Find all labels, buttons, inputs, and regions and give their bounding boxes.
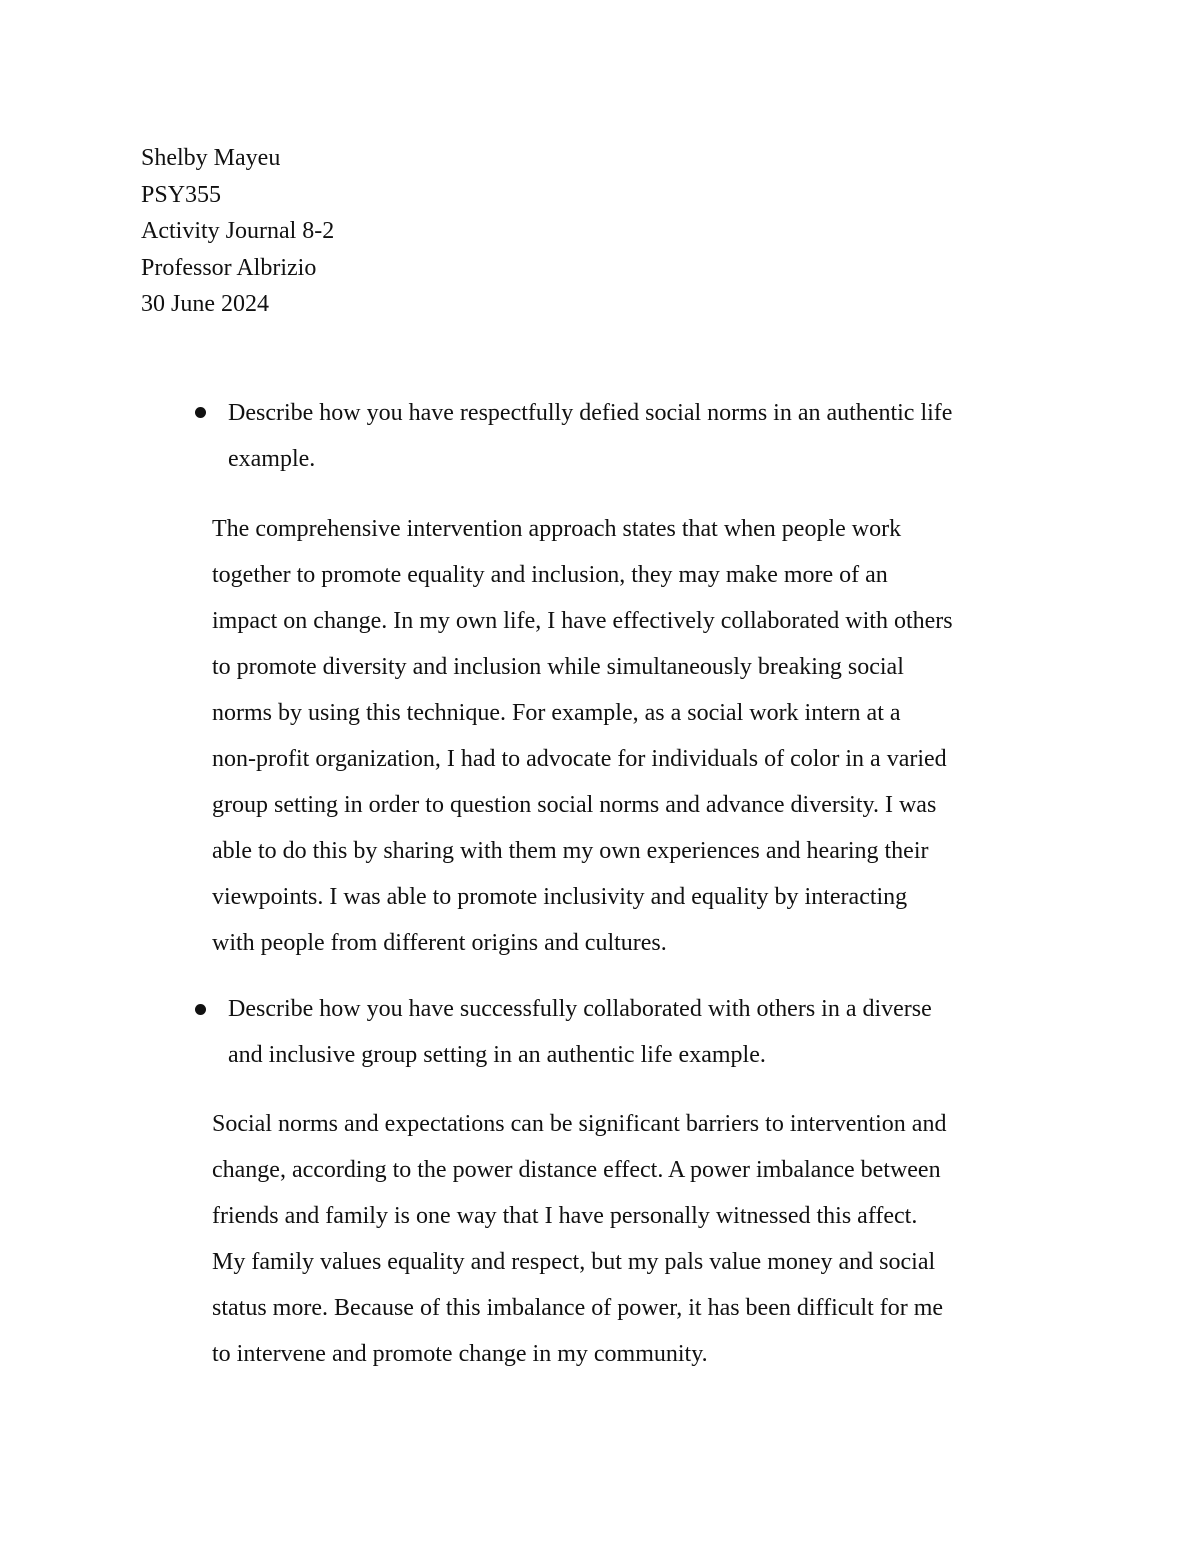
answer-line: friends and family is one way that I have personally witnessed this affect.	[212, 1203, 918, 1229]
answer-line: able to do this by sharing with them my own experiences and hearing their	[212, 838, 929, 864]
question-text	[228, 986, 1088, 1078]
answer-line: Social norms and expectations can be significant barriers to intervention and	[212, 1111, 947, 1137]
bullet-icon	[195, 1004, 206, 1015]
question-text	[228, 390, 1088, 482]
answer-line: viewpoints. I was able to promote inclusivity and equality by interacting	[212, 884, 908, 910]
answer-line: impact on change. In my own life, I have effectively collaborated with others	[212, 608, 953, 634]
answer-line: together to promote equality and inclusion, they may make more of an	[212, 562, 888, 588]
document-header	[141, 140, 334, 323]
answer-line: change, according to the power distance effect. A power imbalance between	[212, 1157, 941, 1183]
bullet-icon	[195, 407, 206, 418]
question-line: example.	[228, 446, 316, 472]
answer-line: group setting in order to question social norms and advance diversity. I was	[212, 792, 937, 818]
question-line: Describe how you have respectfully defied social norms in an authentic life	[228, 400, 953, 426]
answer-line: to intervene and promote change in my community.	[212, 1341, 708, 1367]
answer-line: norms by using this technique. For example, as a social work intern at a	[212, 700, 901, 726]
answer-line: status more. Because of this imbalance of power, it has been difficult for me	[212, 1295, 944, 1321]
answer-text	[212, 1101, 946, 1377]
student-name: Shelby Mayeu	[141, 145, 281, 171]
answer-line: The comprehensive intervention approach states that when people work	[212, 516, 902, 542]
answer-line: with people from different origins and cultures.	[212, 930, 667, 956]
submission-date: 30 June 2024	[141, 291, 269, 317]
assignment-title: Activity Journal 8-2	[141, 218, 335, 244]
course-code: PSY355	[141, 181, 222, 208]
question-line: and inclusive group setting in an authentic life example.	[228, 1042, 766, 1068]
answer-text	[212, 506, 953, 966]
question-line: Describe how you have successfully collaborated with others in a diverse	[228, 996, 932, 1022]
answer-line: to promote diversity and inclusion while simultaneously breaking social	[212, 654, 904, 680]
answer-line: My family values equality and respect, but my pals value money and social	[212, 1249, 936, 1275]
professor-name: Professor Albrizio	[141, 254, 317, 281]
answer-line: non-profit organization, I had to advocate for individuals of color in a varied	[212, 746, 947, 772]
